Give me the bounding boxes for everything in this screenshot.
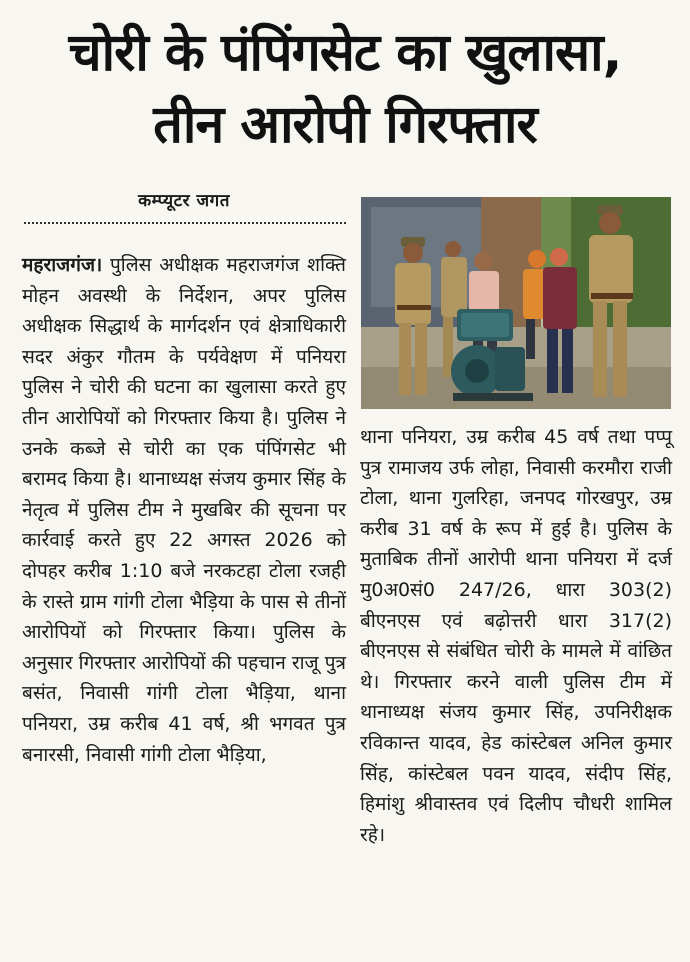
headline-line-1: चोरी के पंपिंगसेट का खुलासा, xyxy=(68,23,622,83)
police-arrest-photo xyxy=(361,197,671,409)
headline-line-2: तीन आरोपी गिरफ्तार xyxy=(153,95,537,155)
byline-divider xyxy=(24,222,346,224)
news-photo xyxy=(361,197,671,409)
article-column-right xyxy=(360,422,672,850)
article-paragraph-left xyxy=(22,250,346,770)
article-column-left xyxy=(22,250,346,770)
dateline: महराजगंज। xyxy=(22,254,103,276)
article-body-right: थाना पनियरा, उम्र करीब 45 वर्ष तथा पप्पू पुत्र रामाजय उर्फ लोहा, निवासी करमौरा राजी टोला, थाना गुलरिहा, जनपद गोरखपुर, उम्र करीब 31 वर्ष के रूप में हुई है। पुलिस के मुताबिक तीनों आरोपी थाना पनियरा में दर्ज मु0अ0सं0 247/26, धारा 303(2) बीएनएस एवं बढ़ोत्तरी धारा 317(2) बीएनएस से संबंधित चोरी के मामले में वांछित थे। गिरफ्तार करने वाली पुलिस टीम में थानाध्यक्ष संजय कुमार सिंह, उपनिरीक्षक रविकान्त यादव, हेड कांस्टेबल अनिल कुमार सिंह, कांस्टेबल पवन यादव, संदीप सिंह, हिमांशु श्रीवास्तव एवं दिलीप चौधरी शामिल रहे। xyxy=(360,426,672,846)
byline: कम्प्यूटर जगत xyxy=(138,191,230,211)
article-body-left: पुलिस अधीक्षक महराजगंज शक्ति मोहन अवस्थी के निर्देशन, अपर पुलिस अधीक्षक सिद्धार्थ के मार्गदर्शन एवं क्षेत्राधिकारी सदर अंकुर गौतम के पर्यवेक्षण में पनियरा पुलिस ने चोरी की घटना का खुलासा करते हुए तीन आरोपियों को गिरफ्तार किया है। पुलिस ने उनके कब्जे से चोरी का एक पंपिंगसेट भी बरामद किया है। थानाध्यक्ष संजय कुमार सिंह के नेतृत्व में पुलिस टीम ने मुखबिर की सूचना पर कार्रवाई करते हुए 22 अगस्त 2026 को दोपहर करीब 1:10 बजे नरकटहा टोला रजही के रास्ते ग्राम गांगी टोला भैड़िया के पास से तीनों आरोपियों को गिरफ्तार किया। पुलिस के अनुसार गिरफ्तार आरोपियों की पहचान राजू पुत्र बसंत, निवासी गांगी टोला भैड़िया, थाना पनियरा, उम्र करीब 41 वर्ष, श्री भगवत पुत्र बनारसी, निवासी गांगी टोला भैड़िया, xyxy=(22,254,346,766)
